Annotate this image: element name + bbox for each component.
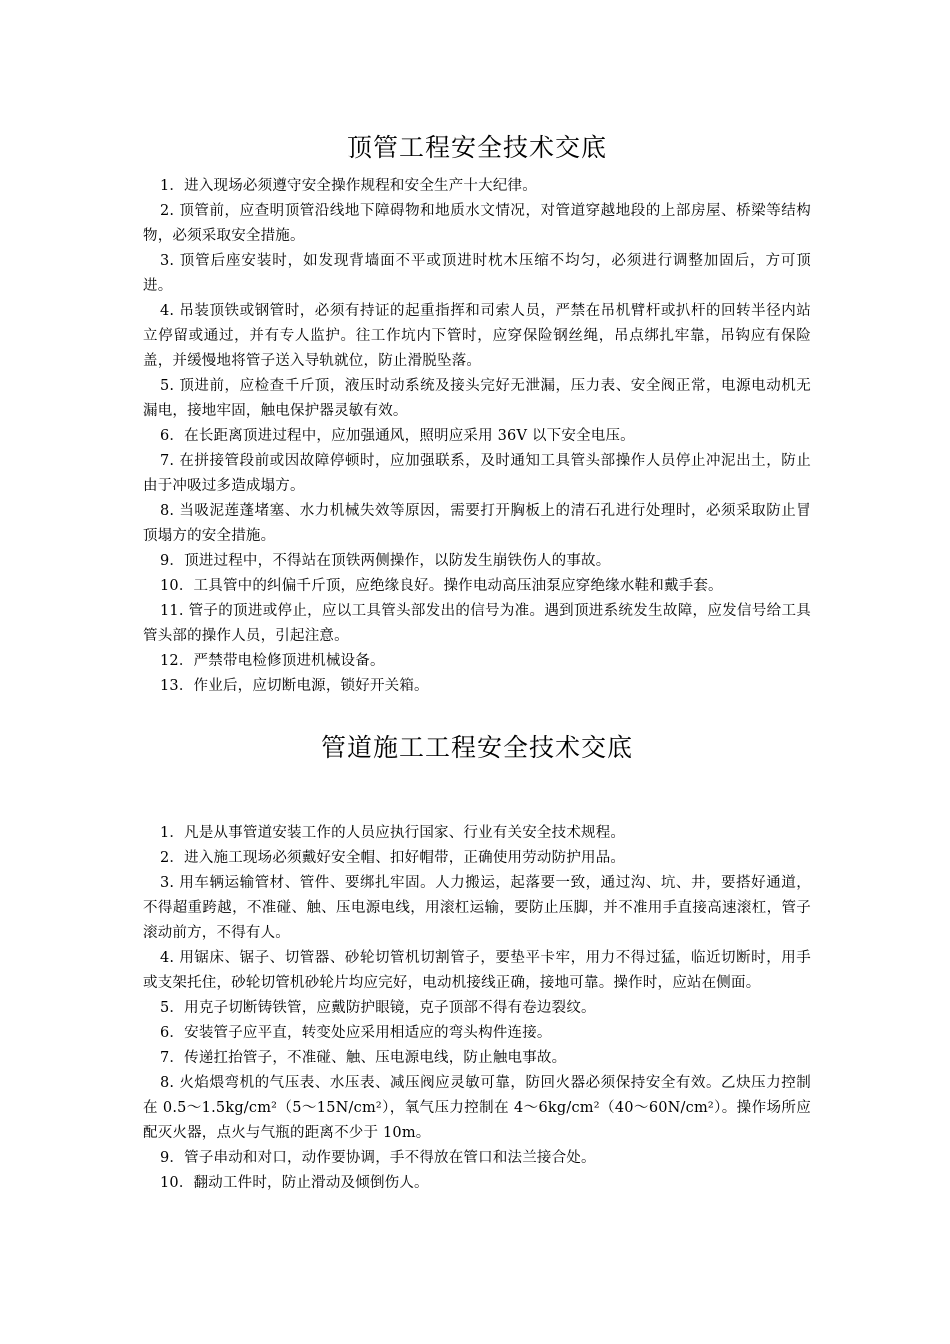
list-item: 3. 顶管后座安装时，如发现背墙面不平或顶进时枕木压缩不均匀，必须进行调整加固后，方可顶进。 (143, 253, 811, 294)
list-item: 10．翻动工件时，防止滑动及倾倒伤人。 (160, 1175, 429, 1191)
list-item: 4. 用锯床、锯子、切管器、砂轮切管机切割管子，要垫平卡牢，用力不得过猛，临近切断时，用手或支架托住，砂轮切管机砂轮片均应完好，电动机接线正确，接地可靠。操作时，应站在侧面。 (143, 950, 811, 991)
pipeline-safety-list (143, 821, 811, 1196)
list-item: 9．管子串动和对口，动作要协调，手不得放在管口和法兰接合处。 (160, 1150, 596, 1166)
list-item: 1．凡是从事管道安装工作的人员应执行国家、行业有关安全技术规程。 (160, 825, 626, 841)
list-item: 7. 在拼接管段前或因故障停顿时，应加强联系，及时通知工具管头部操作人员停止冲泥出土，防止由于冲吸过多造成塌方。 (143, 453, 811, 494)
list-item: 5. 顶进前，应检查千斤顶，液压时动系统及接头完好无泄漏，压力表、安全阀正常，电源电动机无漏电，接地牢固，触电保护器灵敏有效。 (143, 378, 811, 419)
list-item: 7．传递扛抬管子，不准碰、触、压电源电线，防止触电事故。 (160, 1050, 567, 1066)
list-item: 3. 用车辆运输管材、管件、要绑扎牢固。人力搬运，起落要一致，通过沟、坑、井，要搭好通道，不得超重跨越，不准碰、触、压电源电线，用滚杠运输，要防止压脚，并不准用手直接高速滚杠，管子滚动前方，不得有人。 (143, 875, 811, 941)
list-item: 2．进入施工现场必须戴好安全帽、扣好帽带，正确使用劳动防护用品。 (160, 850, 626, 866)
list-item: 6．安装管子应平直，转变处应采用相适应的弯头构件连接。 (160, 1025, 552, 1041)
list-item: 10．工具管中的纠偏千斤顶，应绝缘良好。操作电动高压油泵应穿绝缘水鞋和戴手套。 (160, 578, 723, 594)
list-item: 11. 管子的顶进或停止，应以工具管头部发出的信号为准。遇到顶进系统发生故障，应发信号给工具管头部的操作人员，引起注意。 (143, 603, 811, 644)
list-item: 12．严禁带电检修顶进机械设备。 (160, 653, 385, 669)
list-item: 4. 吊装顶铁或钢管时，必须有持证的起重指挥和司索人员，严禁在吊机臂杆或扒杆的回转半径内站立停留或通过，并有专人监护。往工作坑内下管时，应穿保险钢丝绳，吊点绑扎牢靠，吊钩应有保险盖，并缓慢地将管子送入导轨就位，防止滑脱坠落。 (143, 303, 811, 369)
list-item: 1．进入现场必须遵守安全操作规程和安全生产十大纪律。 (160, 178, 537, 194)
list-item: 8. 当吸泥莲蓬堵塞、水力机械失效等原因，需要打开胸板上的清石孔进行处理时，必须采取防止冒顶塌方的安全措施。 (143, 503, 811, 544)
pipe-jacking-safety-list (143, 174, 811, 699)
list-item: 6．在长距离顶进过程中，应加强通风，照明应采用 36V 以下安全电压。 (160, 428, 635, 444)
section-title-pipe-jacking: 顶管工程安全技术交底 (346, 133, 607, 162)
list-item: 13．作业后，应切断电源，锁好开关箱。 (160, 678, 429, 694)
section-title-pipeline-construction: 管道施工工程安全技术交底 (320, 733, 633, 762)
list-item: 9．顶进过程中，不得站在顶铁两侧操作，以防发生崩铁伤人的事故。 (160, 553, 611, 569)
list-item: 8. 火焰煨弯机的气压表、水压表、减压阀应灵敏可靠，防回火器必须保持安全有效。乙炔压力控制在 0.5～1.5kg/cm²（5～15N/cm²），氧气压力控制在 4～6kg/cm²（40～60N/cm²）。操作场所应配灭火器，点火与气瓶的距离不少于 10m。 (143, 1075, 811, 1141)
list-item: 2. 顶管前，应查明顶管沿线地下障碍物和地质水文情况，对管道穿越地段的上部房屋、桥梁等结构物，必须采取安全措施。 (143, 203, 811, 244)
list-item: 5．用克子切断铸铁管，应戴防护眼镜，克子顶部不得有卷边裂纹。 (160, 1000, 596, 1016)
